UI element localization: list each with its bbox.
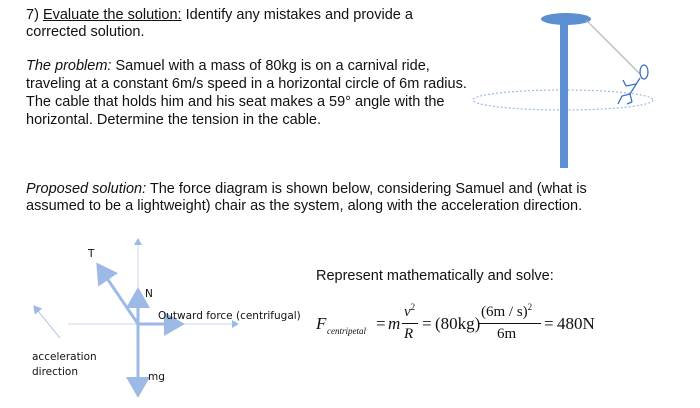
tension-arrow [98,265,138,324]
acceleration-arrow [34,306,60,338]
outward-force-label: Outward force (centrifugal) [158,310,301,322]
equals-3: = [544,314,554,333]
proposed-line-2: assumed to be a lightweight) chair as the system, along with the acceleration direction. [26,198,583,214]
number-label: 7) [26,7,39,23]
tension-label: T [88,248,95,260]
evaluate-title: Evaluate the solution: [42,7,182,23]
problem-text-1: Samuel with a mass of 80kg is on a carnival ride, [115,58,430,74]
proposed-text-1: The force diagram is shown below, considering Samuel and (what is [149,181,587,197]
acceleration-label-1: acceleration [32,351,97,363]
problem-line-2: traveling at a constant 6m/s speed in a horizontal circle of 6m radius. [26,76,467,92]
instruction-text: Identify any mistakes and provide a [185,7,413,23]
equals-1: = [376,314,386,333]
force-subscript: centripetal [327,326,366,336]
problem-line-4: horizontal. Determine the tension in the cable. [26,112,322,128]
mass-value: (80kg) [435,314,481,333]
proposed-label: Proposed solution: [26,181,147,197]
acceleration-label-2: direction [32,366,79,378]
equals-2: = [422,314,432,333]
speed-numerator: (6m / s)$^2$ [481,302,533,320]
problem-label: The problem: [26,58,112,74]
fraction-bar-2 [479,323,541,324]
weight-label: mg [148,371,165,383]
force-symbol: F [316,314,327,333]
radius-value: 6m [497,326,517,342]
problem-line-3: The cable that holds him and his seat makes a 59° angle with the [26,94,445,110]
mass-symbol: m [388,314,401,333]
fraction-bar-1 [402,323,418,324]
solve-heading: Represent mathematically and solve: [316,268,554,284]
instruction-cont: corrected solution. [26,24,145,40]
equation [316,300,616,352]
radius-denominator: R [404,326,414,342]
normal-label: N [145,288,153,300]
velocity-numerator: $v^2$ [404,302,416,320]
result-value: 480N [557,314,595,333]
